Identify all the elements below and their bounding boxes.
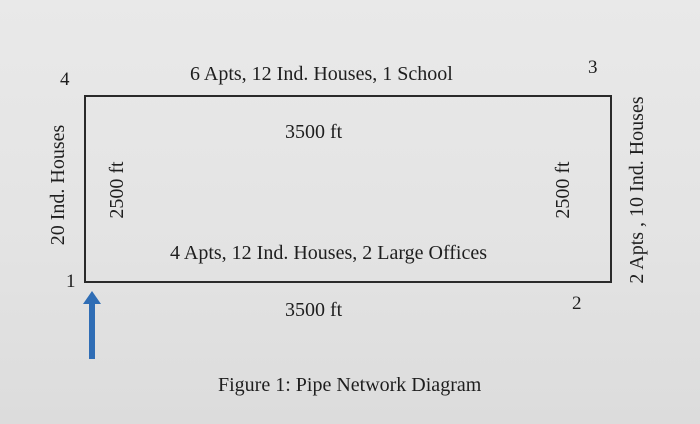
node-3-label: 3: [588, 57, 598, 78]
node-4-label: 4: [60, 69, 70, 90]
node-1-label: 1: [66, 271, 76, 292]
bottom-pipe-length: 3500 ft: [285, 299, 343, 321]
right-pipe-length: 2500 ft: [552, 161, 574, 219]
left-pipe-demand: 20 Ind. Houses: [47, 124, 69, 246]
bottom-pipe-demand: 4 Apts, 12 Ind. Houses, 2 Large Offices: [170, 242, 487, 264]
figure-caption: Figure 1: Pipe Network Diagram: [218, 374, 482, 396]
right-pipe-demand: 2 Apts , 10 Ind. Houses: [626, 96, 648, 284]
inflow-arrow-icon: [82, 291, 102, 361]
top-pipe-length: 3500 ft: [285, 121, 343, 143]
left-pipe-length: 2500 ft: [106, 161, 128, 219]
top-pipe-demand: 6 Apts, 12 Ind. Houses, 1 School: [190, 63, 453, 85]
node-2-label: 2: [572, 293, 582, 314]
